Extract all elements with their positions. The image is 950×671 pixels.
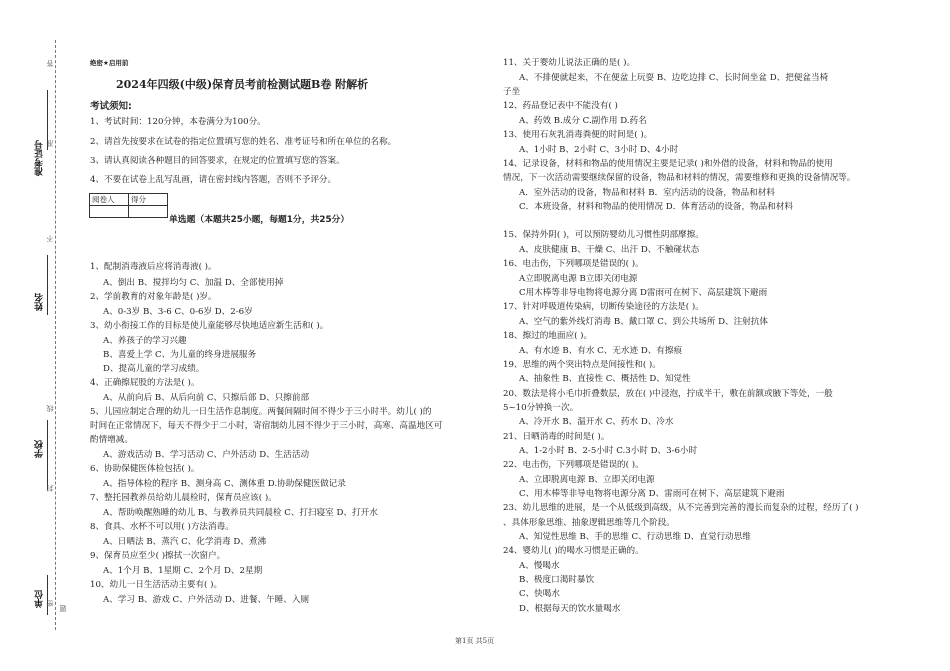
option-line: D、根据每天的饮水量喝水	[519, 604, 621, 614]
option-line: A立即脱离电源 B立即关闭电源	[519, 274, 638, 284]
option-line: A、冷开水 B、温开水 C、药水 D、冷水	[519, 417, 674, 427]
option-line: B、极度口渴时暴饮	[519, 575, 595, 585]
score-table	[89, 193, 168, 218]
note-item: 2、请首先按要求在试卷的指定位置填写您的姓名、准考证号和所在单位的名称。	[90, 137, 397, 147]
question-line: 14、记录设备，材料和物品的使用情况主要是记录( )和外借的设备，材料和物品的使用	[503, 159, 833, 169]
option-line: A、慢喝水	[519, 561, 560, 571]
seal-line	[55, 40, 56, 630]
question-line: 4、正确擦屁股的方法是( )。	[90, 378, 200, 388]
question-line: 10、幼儿一日生活活动主要有( )。	[90, 580, 223, 590]
question-line: 18、擦过的地面应( )。	[503, 331, 593, 341]
unit-label: 单位	[35, 590, 45, 608]
option-line: A、空气的紫外线灯消毒 B、戴口罩 C、到公共场所 D、注射抗体	[519, 317, 769, 327]
question-line: 子坐	[503, 87, 521, 97]
score-cell[interactable]	[129, 206, 168, 218]
option-line: A、有水迹 B、有水 C、无水迹 D、有擦痕	[519, 346, 683, 356]
seal-mark-bu: 不	[46, 235, 54, 242]
question-line: 、具体形象思维、抽象逻辑思维等几个阶段。	[503, 518, 675, 528]
exam-number-label: 准考证号	[35, 140, 45, 176]
question-line: 6、协助保健医体检包括( )。	[90, 464, 200, 474]
question-line: 1、配制消毒液后应将消毒液( )。	[90, 262, 217, 272]
note-item: 1、考试时间：120分钟，本卷满分为100分。	[90, 117, 266, 127]
option-line: A．室外活动的设备，物品和材料 B．室内活动的设备，物品和材料	[519, 188, 775, 198]
name-label: 姓名	[35, 293, 45, 311]
note-item: 4、不要在试卷上乱写乱画，请在密封线内答题，否则不予评分。	[90, 175, 337, 185]
question-line: 16、电击伤，下列哪项是错误的( )。	[503, 259, 644, 269]
option-line: A、养孩子的学习兴趣	[103, 336, 187, 346]
note-item: 3、请认真阅读各种题目的回答要求，在规定的位置填写您的答案。	[90, 156, 345, 166]
seal-mark-zhun: 准	[46, 140, 54, 147]
option-line: A、立即脱离电源 B、立即关闭电源	[519, 475, 655, 485]
reviewer-cell[interactable]	[90, 206, 129, 218]
question-line: 20、数法是将小毛巾折叠数层，放在( )中浸泡，拧成半干，敷在前额或腋下等处，一般	[503, 389, 833, 399]
option-line: D、提高儿童的学习成绩。	[103, 364, 205, 374]
seal-mark-feng: 封	[46, 485, 54, 492]
question-line: 情况，下一次活动需要继续保留的设备，物品和材料的情况，需要维修和更换的设备情况等。	[503, 173, 856, 183]
option-line: B、喜爱上学 C、为儿童的终身进展服务	[103, 350, 257, 360]
question-line: 2、学前教育的对象年龄是( )岁。	[90, 292, 217, 302]
question-line: 5~10分钟换一次。	[503, 403, 579, 413]
option-line: A、1小时 B、2小时 C、3小时 D、4小时	[519, 145, 679, 155]
option-line: A、知觉性思维 B、手的思维 C、行动思维 D、直觉行动思维	[519, 532, 751, 542]
option-line: A、指导体检的程序 B、测身高 C、测体重 D.协助保健医做记录	[103, 479, 346, 489]
option-line: A、1个月 B、1星期 C、2个月 D、2星期	[103, 566, 263, 576]
option-line: A、从前向后 B、从后向前 C、只擦后部 D、只擦前部	[103, 393, 310, 403]
seal-mark-ti: 题	[59, 605, 67, 612]
question-line: 9、保育员应至少( )擦拭一次窗户。	[90, 551, 226, 561]
question-line: 22、电击伤，下列哪项是错误的( )。	[503, 460, 644, 470]
question-line: 3、幼小衔接工作的目标是使儿童能够尽快地适应新生活和( )。	[90, 321, 329, 331]
name-underline	[47, 255, 48, 315]
school-underline	[47, 420, 48, 490]
score-header: 得分	[129, 194, 168, 206]
seal-mark-xian: 线	[46, 405, 54, 412]
option-line: A、不排便就起来，不在便盆上玩耍 B、边吃边排 C、长时间坐盆 D、把便盆当椅	[519, 73, 829, 83]
option-line: C．本班设备，材料和物品的使用情况 D．体育活动的设备，物品和材料	[519, 202, 794, 212]
seal-mark-da: 答	[46, 60, 54, 67]
option-line: C用木棒等非导电物将电源分离 D雷雨可在树下、高层建筑下避雨	[519, 288, 768, 298]
seal-mark-mi: 密	[46, 600, 54, 607]
option-line: A、药效 B.成分 C.副作用 D.药名	[519, 116, 647, 126]
page-number: 第1页 共5页	[455, 637, 495, 645]
question-line: 13、使用石灰乳消毒粪便的时间是( )。	[503, 130, 653, 140]
question-line: 19、思维的两个突出特点是间接性和( )。	[503, 360, 661, 370]
option-line: A、帮助唤醒熟睡的幼儿 B、与教养员共同晨检 C、打扫寝室 D、打开水	[103, 508, 378, 518]
unit-underline	[47, 575, 48, 615]
question-line: 17、针对呼吸道传染病，切断传染途径的方法是( )。	[503, 302, 704, 312]
question-line: 15、保持外阴( )，可以预防婴幼儿习惯性阴部摩擦。	[503, 230, 704, 240]
question-line: 5、儿园应制定合理的幼儿一日生活作息制度。两餐间隔时间不得少于三小时半。幼儿( )的	[90, 407, 432, 417]
page-title: 2024年四级(中级)保育员考前检测试题B卷 附解析	[116, 78, 369, 91]
question-line: 时间在正常情况下，每天不得少于二小时，寄宿制幼儿园不得少于三小时，高寒、高温地区可	[90, 421, 443, 431]
option-line: A、0-3岁 B、3-6 C、0-6岁 D、2-6岁	[103, 307, 253, 317]
question-line: 12、药品登记表中不能没有( )	[503, 101, 618, 111]
reviewer-header: 阅卷人	[90, 194, 129, 206]
notes-heading: 考试须知:	[90, 101, 132, 112]
option-line: A、抽象性 B、直接性 C、概括性 D、知觉性	[519, 374, 691, 384]
option-line: A、1-2小时 B、2-5小时 C.3小时 D、3-6小时	[519, 446, 698, 456]
option-line: C、用木棒等非导电物将电源分离 D、雷雨可在树下、高层建筑下避雨	[519, 489, 785, 499]
question-line: 7、整托园教养员给幼儿晨检时，保育员应该( )。	[90, 493, 277, 503]
question-line: 8、食具、水杯不可以用( )方法消毒。	[90, 522, 234, 532]
option-line: A、倒出 B、搅拌均匀 C、加温 D、全部使用掉	[103, 278, 284, 288]
option-line: A、日晒法 B、蒸汽 C、化学消毒 D、煮沸	[103, 537, 267, 547]
option-line: C、快喝水	[519, 589, 560, 599]
question-line: 21、日晒消毒的时间是( )。	[503, 432, 610, 442]
option-line: A、学习 B、游戏 C、户外活动 D、进餐、午睡、入厕	[103, 595, 310, 605]
question-line: 11、关于婴幼儿说法正确的是( )。	[503, 58, 636, 68]
question-line: 酌情增减。	[90, 435, 133, 445]
option-line: A、皮肤健康 B、干燥 C、出汗 D、不触碰状态	[519, 245, 700, 255]
option-line: A、游戏活动 B、学习活动 C、户外活动 D、生活活动	[103, 450, 310, 460]
secret-label: 绝密★启用前	[90, 59, 129, 67]
school-label: 学校	[35, 440, 45, 458]
question-line: 24、婴幼儿( )的喝水习惯是正确的。	[503, 546, 644, 556]
section-title: 单选题（本题共25小题，每题1分，共25分）	[169, 215, 350, 225]
question-line: 23、幼儿思维的进展，是一个从低级到高级，从不完善到完善的漫长而复杂的过程，经历了( )	[503, 503, 859, 513]
